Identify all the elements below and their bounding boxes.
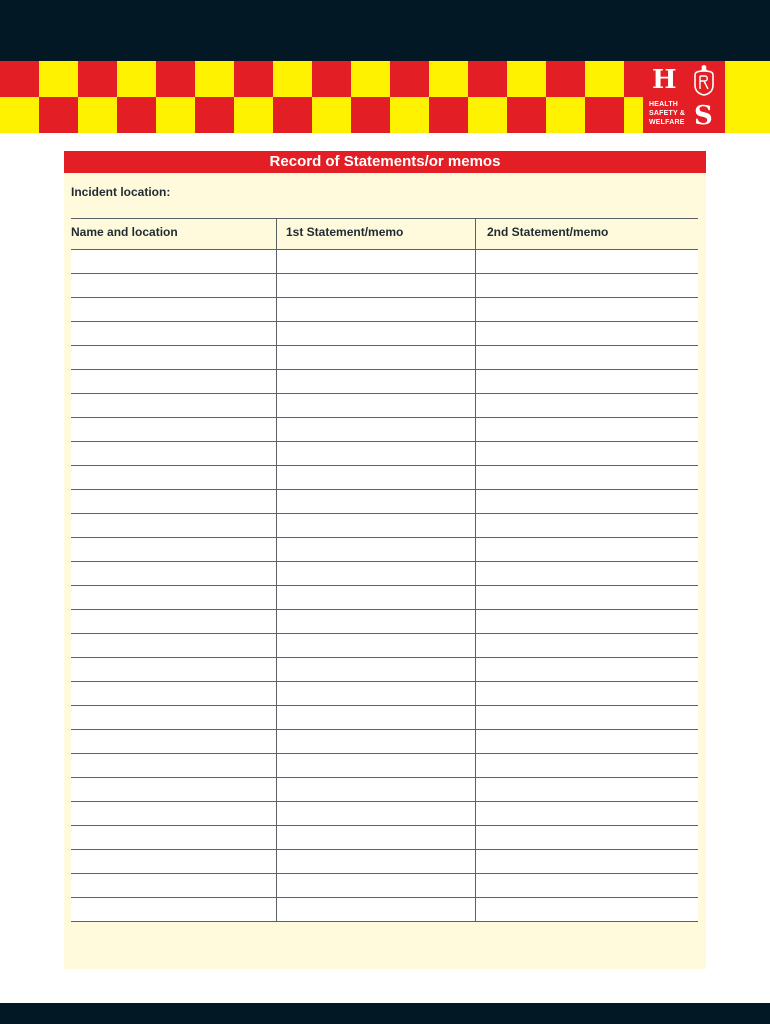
table-cell[interactable] — [276, 634, 475, 657]
checker-square — [117, 61, 156, 97]
table-cell[interactable] — [475, 274, 698, 297]
table-cell[interactable] — [475, 610, 698, 633]
logo-letter-h: H — [652, 65, 677, 95]
table-row — [71, 346, 698, 370]
table-cell[interactable] — [71, 274, 276, 297]
table-cell[interactable] — [276, 394, 475, 417]
table-cell[interactable] — [276, 898, 475, 921]
table-cell[interactable] — [276, 610, 475, 633]
table-row — [71, 514, 698, 538]
checker-square — [156, 97, 195, 133]
logo-letter-s: S — [694, 101, 713, 131]
checker-square — [585, 61, 624, 97]
table-row — [71, 754, 698, 778]
table-cell[interactable] — [276, 298, 475, 321]
table-cell[interactable] — [71, 730, 276, 753]
table-row — [71, 250, 698, 274]
table-cell[interactable] — [276, 730, 475, 753]
checker-square — [273, 61, 312, 97]
checker-square — [234, 97, 273, 133]
checker-square — [429, 97, 468, 133]
checker-square — [546, 97, 585, 133]
hsw-logo — [643, 61, 725, 133]
table-cell[interactable] — [475, 322, 698, 345]
table-cell[interactable] — [71, 658, 276, 681]
table-row — [71, 706, 698, 730]
table-row — [71, 850, 698, 874]
checker-square — [390, 97, 429, 133]
table-row — [71, 658, 698, 682]
column-header-1st-statement: 1st Statement/memo — [276, 219, 475, 249]
table-cell[interactable] — [71, 322, 276, 345]
table-row — [71, 826, 698, 850]
incident-location-label: Incident location: — [71, 185, 171, 199]
column-header-name-location: Name and location — [71, 225, 178, 239]
table-cell[interactable] — [475, 898, 698, 921]
table-cell[interactable] — [276, 562, 475, 585]
checker-square — [0, 61, 39, 97]
checker-square — [117, 97, 156, 133]
table-cell[interactable] — [276, 490, 475, 513]
checker-square — [351, 97, 390, 133]
checker-square — [468, 61, 507, 97]
table-cell[interactable] — [71, 562, 276, 585]
table-cell[interactable] — [276, 850, 475, 873]
table-cell[interactable] — [276, 682, 475, 705]
table-cell[interactable] — [71, 802, 276, 825]
table-cell[interactable] — [71, 682, 276, 705]
table-cell[interactable] — [475, 490, 698, 513]
table-cell[interactable] — [276, 802, 475, 825]
table-cell[interactable] — [475, 682, 698, 705]
table-cell[interactable] — [71, 298, 276, 321]
table-row — [71, 370, 698, 394]
table-cell[interactable] — [475, 802, 698, 825]
checker-square — [39, 97, 78, 133]
table-row — [71, 898, 698, 922]
table-cell[interactable] — [71, 586, 276, 609]
table-cell[interactable] — [475, 442, 698, 465]
table-header-row — [71, 218, 698, 250]
table-row — [71, 682, 698, 706]
table-cell[interactable] — [475, 562, 698, 585]
statement-form — [64, 151, 706, 969]
table-cell[interactable] — [475, 634, 698, 657]
table-row — [71, 442, 698, 466]
table-cell[interactable] — [475, 826, 698, 849]
table-cell[interactable] — [276, 538, 475, 561]
checker-square — [725, 97, 770, 133]
checker-square — [585, 97, 624, 133]
union-emblem-icon — [689, 63, 719, 97]
table-cell[interactable] — [276, 706, 475, 729]
table-cell[interactable] — [71, 634, 276, 657]
table-cell[interactable] — [71, 706, 276, 729]
table-row — [71, 418, 698, 442]
checker-square — [468, 97, 507, 133]
table-row — [71, 274, 698, 298]
table-cell[interactable] — [475, 754, 698, 777]
table-row — [71, 874, 698, 898]
table-cell[interactable] — [475, 730, 698, 753]
table-row — [71, 490, 698, 514]
table-cell[interactable] — [276, 754, 475, 777]
table-cell[interactable] — [475, 466, 698, 489]
table-cell[interactable] — [276, 874, 475, 897]
table-cell[interactable] — [475, 658, 698, 681]
table-row — [71, 802, 698, 826]
checker-square — [312, 97, 351, 133]
table-cell[interactable] — [71, 418, 276, 441]
checker-square — [39, 61, 78, 97]
bottom-bar — [0, 1003, 770, 1024]
table-cell[interactable] — [71, 490, 276, 513]
checker-square — [546, 61, 585, 97]
table-cell[interactable] — [276, 466, 475, 489]
table-cell[interactable] — [71, 538, 276, 561]
table-cell[interactable] — [276, 274, 475, 297]
table-cell[interactable] — [276, 418, 475, 441]
table-cell[interactable] — [71, 370, 276, 393]
checker-square — [390, 61, 429, 97]
table-cell[interactable] — [276, 346, 475, 369]
checker-square — [429, 61, 468, 97]
checker-square — [78, 97, 117, 133]
table-cell[interactable] — [475, 346, 698, 369]
statements-table — [71, 218, 698, 922]
checker-square — [273, 97, 312, 133]
table-cell[interactable] — [276, 658, 475, 681]
table-cell[interactable] — [71, 250, 276, 273]
table-cell[interactable] — [276, 514, 475, 537]
table-cell[interactable] — [276, 586, 475, 609]
checker-square — [195, 97, 234, 133]
table-cell[interactable] — [71, 514, 276, 537]
table-cell[interactable] — [475, 586, 698, 609]
table-cell[interactable] — [276, 370, 475, 393]
table-cell[interactable] — [71, 850, 276, 873]
table-cell[interactable] — [71, 826, 276, 849]
table-row — [71, 538, 698, 562]
table-row — [71, 394, 698, 418]
table-row — [71, 562, 698, 586]
table-cell[interactable] — [71, 778, 276, 801]
incident-location-field[interactable] — [184, 181, 684, 201]
checker-square — [507, 97, 546, 133]
table-row — [71, 298, 698, 322]
table-cell[interactable] — [276, 778, 475, 801]
table-row — [71, 610, 698, 634]
table-cell[interactable] — [276, 442, 475, 465]
logo-tagline — [649, 100, 685, 127]
table-cell[interactable] — [475, 514, 698, 537]
table-cell[interactable] — [71, 442, 276, 465]
table-row — [71, 730, 698, 754]
table-cell[interactable] — [475, 706, 698, 729]
checker-square — [156, 61, 195, 97]
checker-square — [234, 61, 273, 97]
table-cell[interactable] — [276, 826, 475, 849]
form-title: Record of Statements/or memos — [64, 151, 706, 173]
tagline-line: WELFARE — [649, 119, 685, 126]
tagline-line: HEALTH — [649, 101, 679, 108]
table-cell[interactable] — [475, 418, 698, 441]
table-cell[interactable] — [475, 778, 698, 801]
checker-square — [195, 61, 234, 97]
top-bar — [0, 0, 770, 61]
column-header-2nd-statement: 2nd Statement/memo — [475, 219, 698, 249]
table-row — [71, 778, 698, 802]
table-cell[interactable] — [71, 874, 276, 897]
table-cell[interactable] — [276, 322, 475, 345]
checker-square — [351, 61, 390, 97]
table-row — [71, 586, 698, 610]
checker-square — [0, 97, 39, 133]
table-cell[interactable] — [475, 850, 698, 873]
table-row — [71, 322, 698, 346]
checker-square — [78, 61, 117, 97]
table-cell[interactable] — [71, 346, 276, 369]
table-cell[interactable] — [475, 394, 698, 417]
table-cell[interactable] — [71, 754, 276, 777]
table-cell[interactable] — [475, 298, 698, 321]
table-cell[interactable] — [71, 898, 276, 921]
tagline-line: SAFETY & — [649, 110, 686, 117]
table-cell[interactable] — [71, 610, 276, 633]
table-row — [71, 634, 698, 658]
checker-square — [507, 61, 546, 97]
table-cell[interactable] — [475, 874, 698, 897]
checker-square — [725, 61, 770, 97]
table-cell[interactable] — [71, 466, 276, 489]
table-cell[interactable] — [71, 394, 276, 417]
table-row — [71, 466, 698, 490]
table-cell[interactable] — [475, 538, 698, 561]
table-cell[interactable] — [475, 250, 698, 273]
checker-square — [312, 61, 351, 97]
table-cell[interactable] — [276, 250, 475, 273]
table-cell[interactable] — [475, 370, 698, 393]
